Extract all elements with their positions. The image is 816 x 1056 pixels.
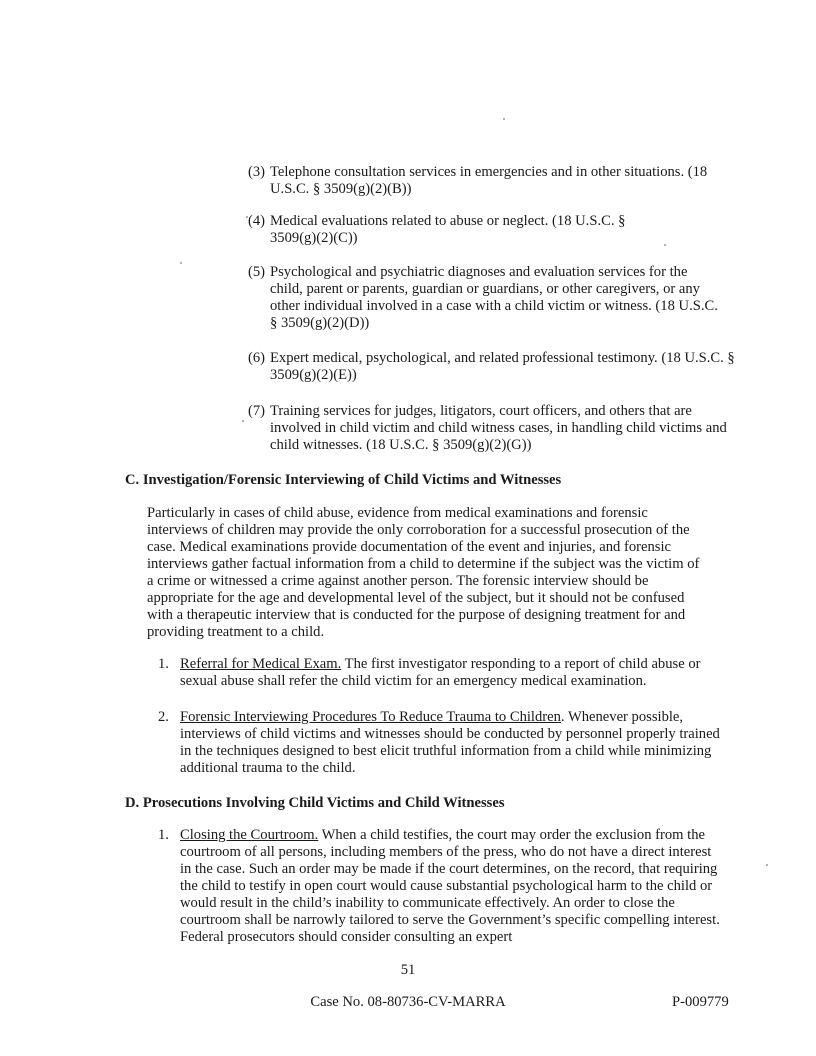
section-d-heading: D. Prosecutions Involving Child Victims and Child Witnesses [125,795,505,811]
list-item [248,350,740,384]
item-text: Expert medical, psychological, and related professional testimony. (18 U.S.C. § 3509(g)(2)(E)) [270,350,735,383]
page-number: 51 [400,962,416,978]
item-number: (6) [248,350,266,366]
section-c-paragraph: Particularly in cases of child abuse, evidence from medical examinations and forensic interviews of children may provide the only corroboration for a successful prosecution of the case. Medical examinations provide documentation of the event and injuries, and forensic interviews gather factual information from a child to determine if the subject was the victim of a crime or witnessed a crime against another person. The forensic interview should be appropriate for the age and developmental level of the subject, but it should not be confused with a therapeutic interview that is conducted for the purpose of designing treatment for and providing treatment to a child. [147,505,700,640]
item-text: Training services for judges, litigators, court officers, and others that are involved in child victim and child witness cases, in handling child victims and child witnesses. (18 U.S.C. § 3509(g)(2)(G)) [270,403,727,453]
list-item [248,164,740,198]
item-text: Medical evaluations related to abuse or neglect. (18 U.S.C. § 3509(g)(2)(C)) [270,213,626,246]
list-item [248,264,720,332]
footer-case-number: Case No. 08-80736-CV-MARRA [310,994,506,1010]
scan-speck [766,864,768,866]
list-item [158,656,726,690]
scan-speck [242,420,244,422]
list-item [158,709,726,777]
item-number: (3) [248,164,266,180]
item-number: (4) [248,213,266,229]
footer-bates-number: P-009779 [672,994,729,1010]
item-title: Referral for Medical Exam. [180,656,342,672]
item-number: 1. [158,656,169,672]
item-title: Forensic Interviewing Procedures To Reduce Trauma to Children [180,709,561,725]
scan-speck [503,118,505,120]
item-number: 2. [158,709,169,725]
item-text: Psychological and psychiatric diagnoses and evaluation services for the child, parent or parents, guardian or guardians, or other caregivers, or any other individual involved in a case with a child victim or witness. (18 U.S.C. § 3509(g)(2)(D)) [270,264,718,331]
section-c-heading: C. Investigation/Forensic Interviewing of Child Victims and Witnesses [125,472,562,488]
item-number: (7) [248,403,266,419]
item-number: 1. [158,827,169,843]
list-item [248,213,670,247]
item-text: . Whenever possible, interviews of child victims and witnesses should be conducted by personnel properly trained in the techniques designed to best elicit truthful information from a child while minimizing additional trauma to the child. [180,709,720,776]
scan-speck [180,262,182,264]
list-item [158,827,726,946]
item-title: Closing the Courtroom. [180,827,319,843]
item-number: (5) [248,264,266,280]
list-item [248,403,730,454]
item-text: Telephone consultation services in emergencies and in other situations. (18 U.S.C. § 3509(g)(2)(B)) [270,164,708,197]
item-text: The first investigator responding to a report of child abuse or sexual abuse shall refer the child victim for an emergency medical examination. [180,656,701,689]
item-text: When a child testifies, the court may order the exclusion from the courtroom of all persons, including members of the press, who do not have a direct interest in the case. Such an order may be made if the court determines, on the record, that requiring the child to testify in open court would cause substantial psychological harm to the child or would result in the child’s inability to communicate effectively. An order to close the courtroom shall be narrowly tailored to serve the Government’s specific compelling interest. Federal prosecutors should consider consulting an expert [180,827,720,945]
